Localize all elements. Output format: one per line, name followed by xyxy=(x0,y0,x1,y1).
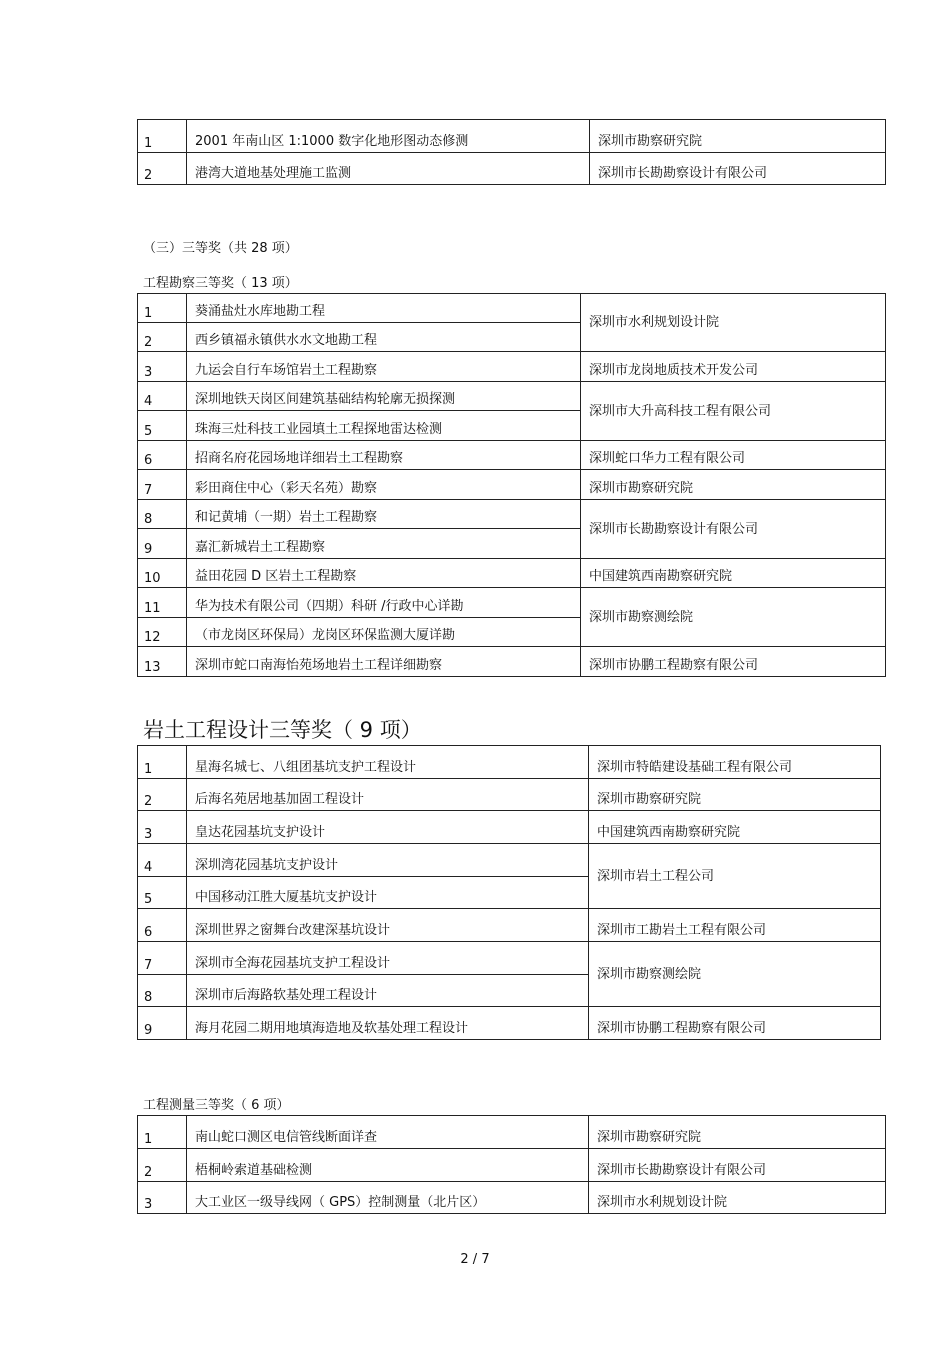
row-number: 6 xyxy=(138,909,187,942)
project-name: 海月花园二期用地填海造地及软基处理工程设计 xyxy=(187,1007,589,1040)
organization: 深圳市协鹏工程勘察有限公司 xyxy=(589,1007,881,1040)
table-row xyxy=(138,1149,886,1182)
project-name: 益田花园 D 区岩土工程勘察 xyxy=(187,559,581,588)
row-number: 2 xyxy=(138,323,187,352)
row-number: 9 xyxy=(138,529,187,559)
survey-heading: 工程勘察三等奖（ 13 项） xyxy=(143,276,298,291)
project-name: 后海名苑居地基加固工程设计 xyxy=(187,779,589,811)
project-name: 九运会自行车场馆岩土工程勘察 xyxy=(187,352,581,382)
table-row xyxy=(138,588,886,618)
organization: 深圳市勘察研究院 xyxy=(581,470,886,500)
project-name: 招商名府花园场地详细岩土工程勘察 xyxy=(187,441,581,470)
organization: 深圳市岩土工程公司 xyxy=(589,844,881,909)
table-row xyxy=(138,844,881,877)
project-name: 嘉汇新城岩土工程勘察 xyxy=(187,529,581,559)
organization: 深圳市工勘岩土工程有限公司 xyxy=(589,909,881,942)
table-row xyxy=(138,470,886,500)
measure-award-table xyxy=(137,1115,886,1214)
row-number: 13 xyxy=(138,647,187,677)
table-row xyxy=(138,779,881,811)
organization: 深圳市特皓建设基础工程有限公司 xyxy=(589,746,881,779)
table-row xyxy=(138,647,886,677)
award-table-continued xyxy=(137,119,886,185)
table-row xyxy=(138,352,886,382)
row-number: 1 xyxy=(138,1116,187,1149)
organization: 深圳市协鹏工程勘察有限公司 xyxy=(581,647,886,677)
organization: 深圳市长勘勘察设计有限公司 xyxy=(589,1149,886,1182)
organization: 中国建筑西南勘察研究院 xyxy=(581,559,886,588)
project-name: （市龙岗区环保局）龙岗区环保监测大厦详勘 xyxy=(187,618,581,647)
organization: 深圳蛇口华力工程有限公司 xyxy=(581,441,886,470)
project-name: 皇达花园基坑支护设计 xyxy=(187,811,589,844)
organization: 深圳市长勘勘察设计有限公司 xyxy=(590,153,886,185)
row-number: 1 xyxy=(138,294,187,323)
project-name: 南山蛇口测区电信管线断面详查 xyxy=(187,1116,589,1149)
organization: 深圳市水利规划设计院 xyxy=(589,1182,886,1214)
project-name: 星海名城七、八组团基坑支护工程设计 xyxy=(187,746,589,779)
row-number: 7 xyxy=(138,470,187,500)
table-row xyxy=(138,441,886,470)
table-row xyxy=(138,746,881,779)
row-number: 5 xyxy=(138,411,187,441)
organization: 深圳市龙岗地质技术开发公司 xyxy=(581,352,886,382)
table-row xyxy=(138,153,886,185)
row-number: 1 xyxy=(138,120,187,153)
row-number: 7 xyxy=(138,942,187,975)
project-name: 西乡镇福永镇供水水文地勘工程 xyxy=(187,323,581,352)
row-number: 4 xyxy=(138,844,187,877)
project-name: 大工业区一级导线网（ GPS）控制测量（北片区） xyxy=(187,1182,589,1214)
project-name: 港湾大道地基处理施工监测 xyxy=(187,153,590,185)
project-name: 深圳市全海花园基坑支护工程设计 xyxy=(187,942,589,975)
section-heading-third-prize: （三）三等奖（共 28 项） xyxy=(143,241,298,256)
project-name: 深圳地铁天岗区间建筑基础结构轮廓无损探测 xyxy=(187,382,581,411)
row-number: 5 xyxy=(138,877,187,909)
row-number: 1 xyxy=(138,746,187,779)
row-number: 2 xyxy=(138,779,187,811)
organization: 中国建筑西南勘察研究院 xyxy=(589,811,881,844)
organization: 深圳市勘察研究院 xyxy=(590,120,886,153)
table-row xyxy=(138,559,886,588)
table-row xyxy=(138,909,881,942)
measure-heading: 工程测量三等奖（ 6 项） xyxy=(143,1098,290,1113)
survey-award-table xyxy=(137,293,886,677)
row-number: 8 xyxy=(138,975,187,1007)
organization: 深圳市勘察测绘院 xyxy=(581,588,886,647)
table-row xyxy=(138,120,886,153)
table-row xyxy=(138,382,886,411)
row-number: 10 xyxy=(138,559,187,588)
project-name: 华为技术有限公司（四期）科研 /行政中心详勘 xyxy=(187,588,581,618)
table-row xyxy=(138,1007,881,1040)
design-heading: 岩土工程设计三等奖（ 9 项） xyxy=(143,718,422,742)
table-row xyxy=(138,294,886,323)
organization: 深圳市长勘勘察设计有限公司 xyxy=(581,500,886,559)
project-name: 2001 年南山区 1:1000 数字化地形图动态修测 xyxy=(187,120,590,153)
row-number: 3 xyxy=(138,352,187,382)
project-name: 葵涌盐灶水库地勘工程 xyxy=(187,294,581,323)
project-name: 珠海三灶科技工业园填土工程探地雷达检测 xyxy=(187,411,581,441)
row-number: 2 xyxy=(138,153,187,185)
page-number: 2 / 7 xyxy=(460,1252,490,1267)
project-name: 深圳市蛇口南海怡苑场地岩土工程详细勘察 xyxy=(187,647,581,677)
organization: 深圳市勘察研究院 xyxy=(589,1116,886,1149)
project-name: 彩田商住中心（彩天名苑）勘察 xyxy=(187,470,581,500)
row-number: 12 xyxy=(138,618,187,647)
row-number: 3 xyxy=(138,1182,187,1214)
project-name: 深圳市后海路软基处理工程设计 xyxy=(187,975,589,1007)
table-row xyxy=(138,811,881,844)
project-name: 深圳世界之窗舞台改建深基坑设计 xyxy=(187,909,589,942)
organization: 深圳市大升高科技工程有限公司 xyxy=(581,382,886,441)
design-award-table xyxy=(137,745,881,1040)
project-name: 深圳湾花园基坑支护设计 xyxy=(187,844,589,877)
table-row xyxy=(138,1182,886,1214)
organization: 深圳市勘察测绘院 xyxy=(589,942,881,1007)
row-number: 2 xyxy=(138,1149,187,1182)
row-number: 4 xyxy=(138,382,187,411)
table-row xyxy=(138,500,886,529)
project-name: 梧桐岭索道基础检测 xyxy=(187,1149,589,1182)
row-number: 3 xyxy=(138,811,187,844)
row-number: 11 xyxy=(138,588,187,618)
row-number: 8 xyxy=(138,500,187,529)
row-number: 6 xyxy=(138,441,187,470)
project-name: 和记黄埔（一期）岩土工程勘察 xyxy=(187,500,581,529)
table-row xyxy=(138,942,881,975)
organization: 深圳市水利规划设计院 xyxy=(581,294,886,352)
row-number: 9 xyxy=(138,1007,187,1040)
project-name: 中国移动江胜大厦基坑支护设计 xyxy=(187,877,589,909)
organization: 深圳市勘察研究院 xyxy=(589,779,881,811)
table-row xyxy=(138,1116,886,1149)
